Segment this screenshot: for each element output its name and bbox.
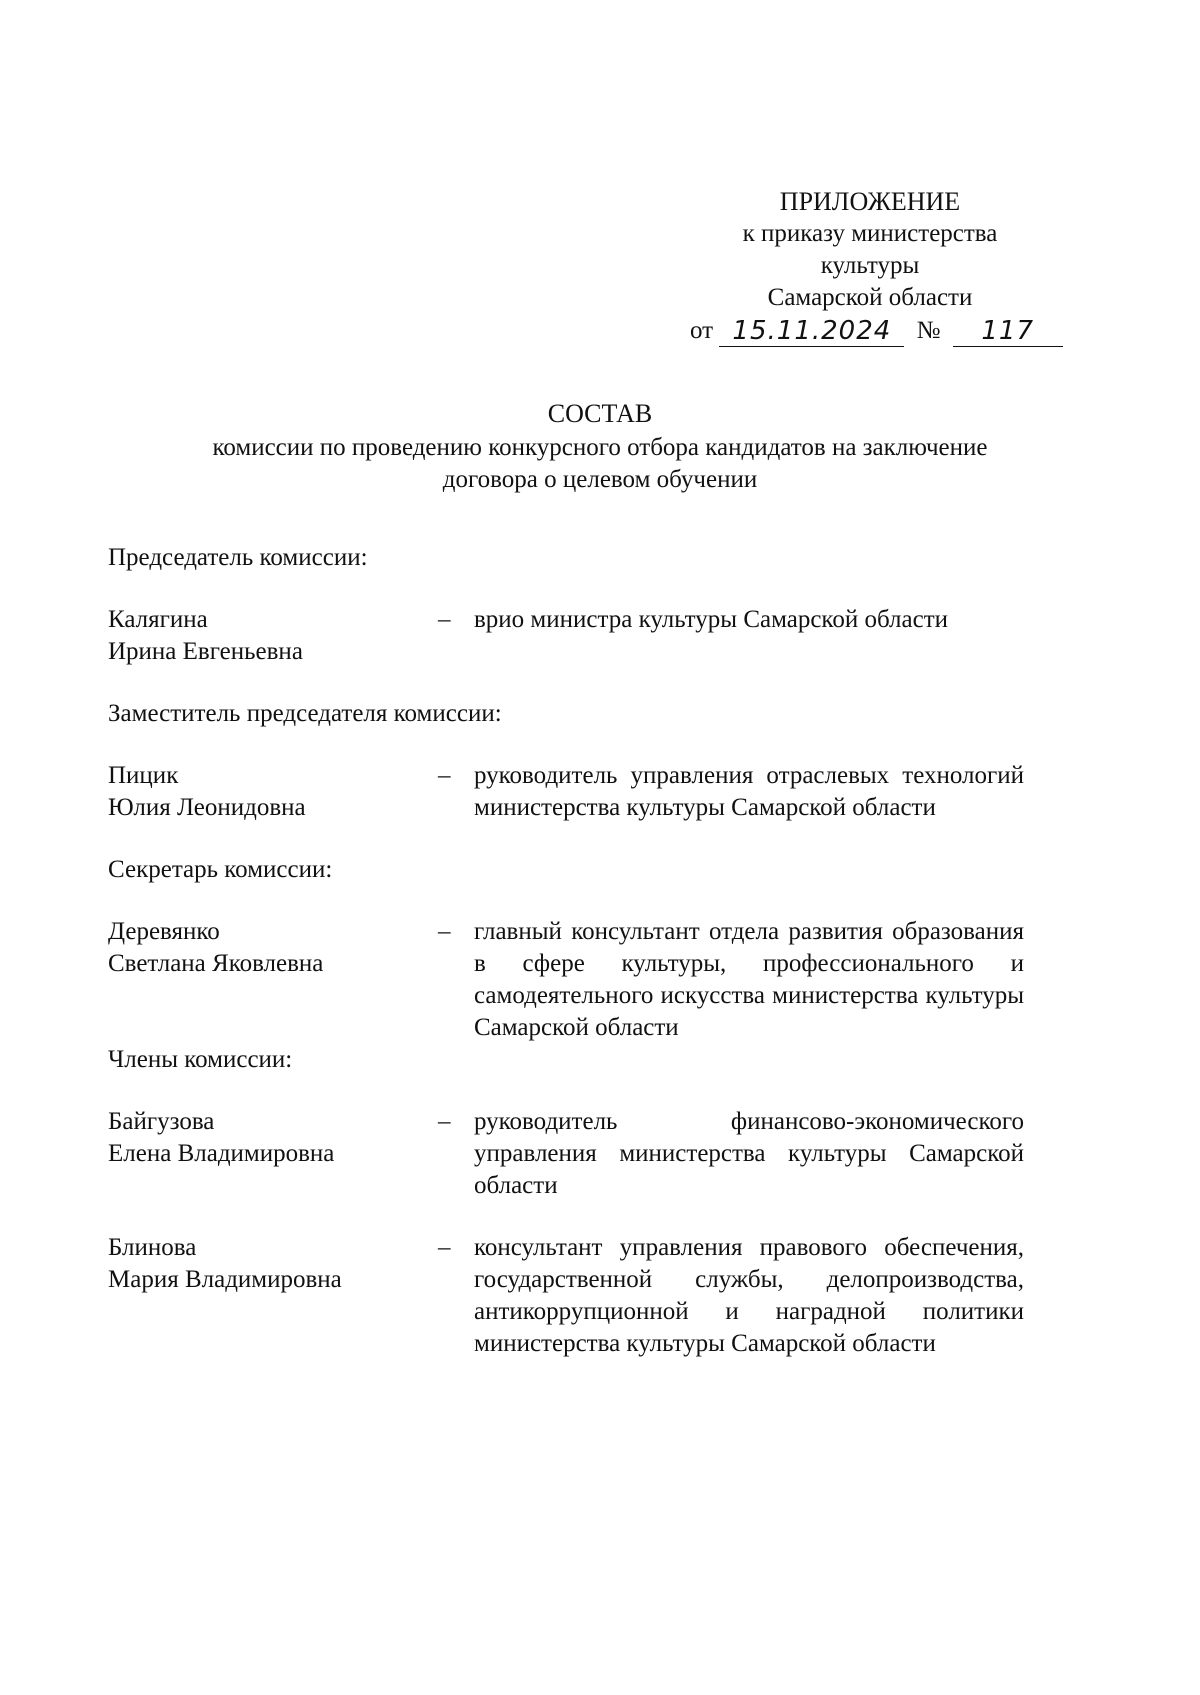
member-dash: – [438,918,451,945]
chair-label: Председатель комиссии: [108,544,368,571]
member-surname: Пицик [108,762,179,789]
appendix-line-2: культуры [820,252,920,279]
member-role: руководитель управления отраслевых технологий министерства культуры Самарской области [474,762,1024,821]
member-name [108,916,438,1044]
member-name [108,604,438,668]
heading-title: СОСТАВ [547,399,653,428]
member-surname: Калягина [108,606,208,633]
member-row [108,1106,1028,1202]
member-dash: – [438,1108,451,1135]
member-given-names: Мария Владимировна [108,1266,342,1293]
appendix-line-3: Самарской области [767,284,973,311]
member-name [108,1232,438,1360]
member-surname: Деревянко [108,918,220,945]
member-given-names: Светлана Яковлевна [108,950,324,977]
date-prefix: от [690,317,714,344]
member-given-names: Елена Владимировна [108,1140,335,1167]
member-surname: Байгузова [108,1108,215,1135]
member-role: консультант управления правового обеспечения, государственной службы, делопроизводства, антикоррупционной и наградной политики министерства культуры Самарской области [474,1234,1024,1357]
member-given-names: Юлия Леонидовна [108,794,306,821]
appendix-title: ПРИЛОЖЕНИЕ [779,187,961,216]
number-sign: № [916,317,941,344]
deputy-label: Заместитель председателя комиссии: [108,700,502,727]
member-dash: – [438,1234,451,1261]
heading-subtitle-line-2: договора о целевом обучении [442,466,758,493]
member-name [108,1106,438,1202]
commission-members [108,542,1028,1360]
member-row-deputy [108,760,1028,824]
order-number-handwritten: 117 [953,316,1063,347]
secretary-label: Секретарь комиссии: [108,856,333,883]
order-date-handwritten: 15.11.2024 [719,316,904,347]
appendix-line-1: к приказу министерства [742,220,998,247]
member-given-names: Ирина Евгеньевна [108,638,303,665]
member-row-chair [108,604,1028,668]
member-role: главный консультант отдела развития образования в сфере культуры, профессионального и самодеятельного искусства министерства культуры Самарской области [474,918,1024,1041]
heading-subtitle-line-1: комиссии по проведению конкурсного отбора кандидатов на заключение [212,434,988,461]
member-name [108,760,438,824]
appendix-block [660,186,1080,314]
member-dash: – [438,762,451,789]
members-label: Члены комиссии: [108,1046,293,1073]
member-role: руководитель финансово-экономического управления министерства культуры Самарской области [474,1108,1024,1199]
member-row [108,1232,1028,1360]
document-heading [100,398,1100,496]
member-row-secretary [108,916,1028,1044]
member-role: врио министра культуры Самарской области [474,606,949,633]
member-dash: – [438,606,451,633]
member-surname: Блинова [108,1234,197,1261]
order-date-number [690,315,1090,351]
